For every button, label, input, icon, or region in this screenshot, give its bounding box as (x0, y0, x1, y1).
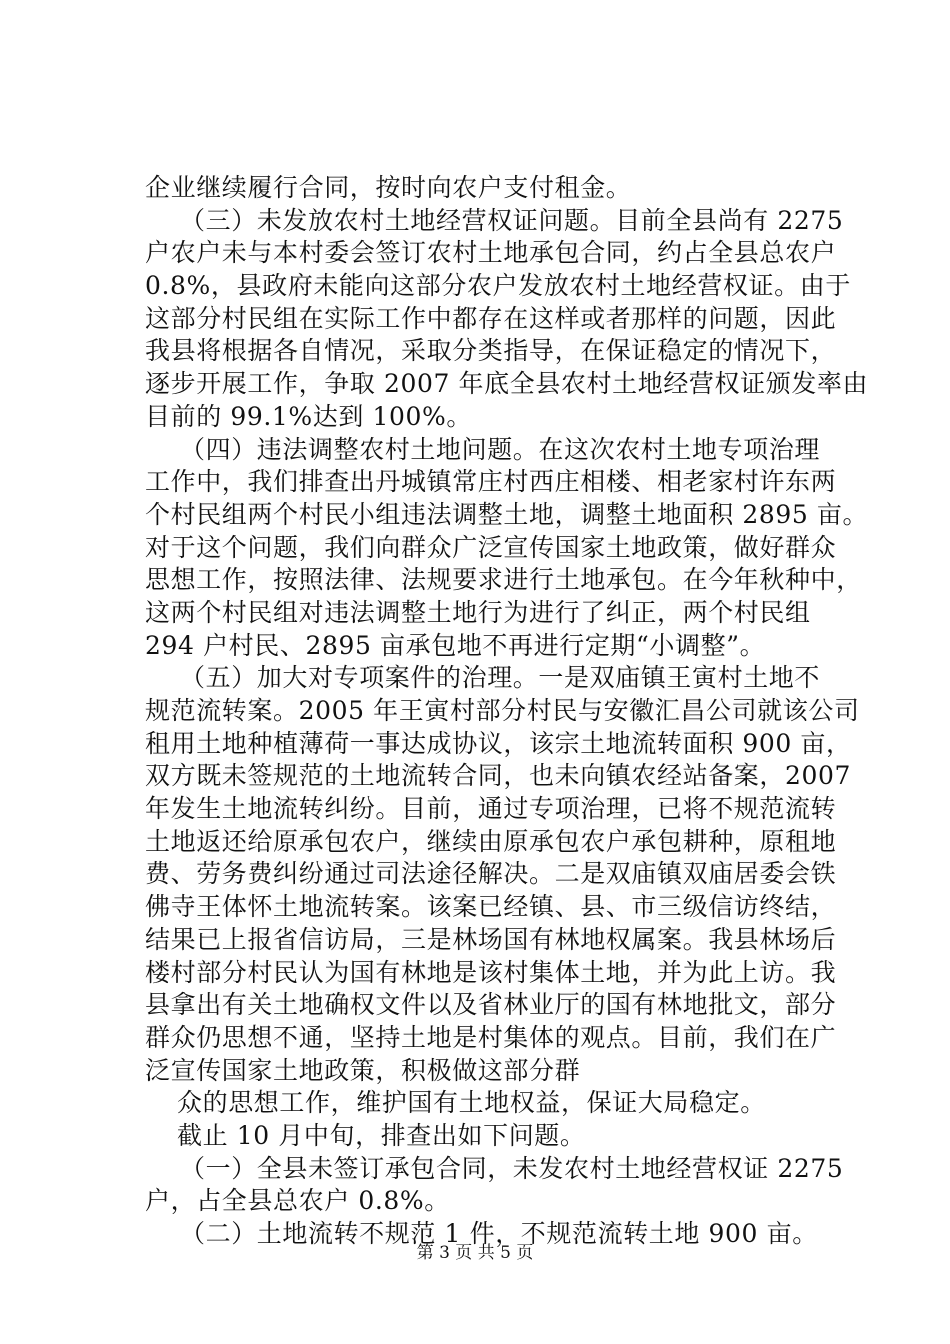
text-line: 思想工作，按照法律、法规要求进行土地承包。在今年秋种中， (145, 565, 862, 595)
text-line: 企业继续履行合同，按时向农户支付租金。 (145, 173, 632, 202)
text-line: 结果已上报省信访局，三是林场国有林地权属案。我县林场后 (145, 924, 837, 954)
text-line: 年发生土地流转纠纷。目前，通过专项治理，已将不规范流转 (145, 794, 837, 824)
text-line: 这部分村民组在实际工作中都存在这样或者那样的问题，因此 (145, 303, 837, 333)
text-line: 对于这个问题，我们向群众广泛宣传国家土地政策，做好群众 (145, 532, 837, 562)
body-text (145, 172, 869, 1251)
text-line: 县拿出有关土地确权文件以及省林业厅的国有林地批文，部分 (145, 990, 837, 1020)
section-heading-4: （四）违法调整农村土地问题。在这次农村土地专项治理 (180, 434, 821, 464)
page-footer: 第 3 页 共 5 页 (416, 1243, 534, 1263)
text-line: 群众仍思想不通，坚持土地是村集体的观点。目前，我们在广 (145, 1022, 837, 1052)
text-line: 逐步开展工作，争取 2007 年底全县农村土地经营权证颁发率由 (145, 369, 869, 399)
list-item-1: （一）全县未签订承包合同，未发农村土地经营权证 2275 (180, 1153, 844, 1183)
section-heading-5: （五）加大对专项案件的治理。一是双庙镇王寅村土地不 (180, 663, 821, 693)
text-line: 户农户未与本村委会签订农村土地承包合同，约占全县总农户 (145, 238, 837, 268)
text-line: 294 户村民、2895 亩承包地不再进行定期“小调整”。 (145, 630, 766, 660)
text-line: 0.8%，县政府未能向这部分农户发放农村土地经营权证。由于 (145, 271, 851, 301)
text-line: 费、劳务费纠纷通过司法途径解决。二是双庙镇双庙居委会铁 (145, 859, 837, 889)
text-line: 截止 10 月中旬，排查出如下问题。 (177, 1120, 586, 1150)
text-line: 泛宣传国家土地政策，积极做这部分群 (145, 1055, 581, 1085)
text-line: 租用土地种植薄荷一事达成协议，该宗土地流转面积 900 亩， (145, 728, 852, 758)
section-heading-3: （三）未发放农村土地经营权证问题。目前全县尚有 2275 (180, 205, 844, 235)
text-line: 楼村部分村民认为国有林地是该村集体土地，并为此上访。我 (145, 957, 837, 987)
text-line: 工作中，我们排查出丹城镇常庄村西庄相楼、相老家村许东两 (145, 467, 837, 497)
text-line: 户，占全县总农户 0.8%。 (145, 1186, 450, 1216)
text-line: 规范流转案。2005 年王寅村部分村民与安徽汇昌公司就该公司 (145, 696, 860, 725)
text-line: 众的思想工作，维护国有土地权益，保证大局稳定。 (177, 1088, 766, 1118)
text-line: 目前的 99.1%达到 100%。 (145, 401, 472, 431)
text-line: 个村民组两个村民小组违法调整土地，调整土地面积 2895 亩。 (145, 499, 869, 529)
list-item-2: （二）土地流转不规范 1 件，不规范流转土地 900 亩。 (180, 1219, 818, 1248)
text-line: 双方既未签规范的土地流转合同，也未向镇农经站备案，2007 (145, 761, 852, 791)
text-line: 土地返还给原承包农户，继续由原承包农户承包耕种，原租地 (145, 826, 837, 856)
text-line: 这两个村民组对违法调整土地行为进行了纠正，两个村民组 (145, 597, 811, 627)
text-line: 我县将根据各自情况，采取分类指导，在保证稳定的情况下， (145, 336, 837, 366)
text-line: 佛寺王体怀土地流转案。该案已经镇、县、市三级信访终结， (145, 892, 837, 922)
